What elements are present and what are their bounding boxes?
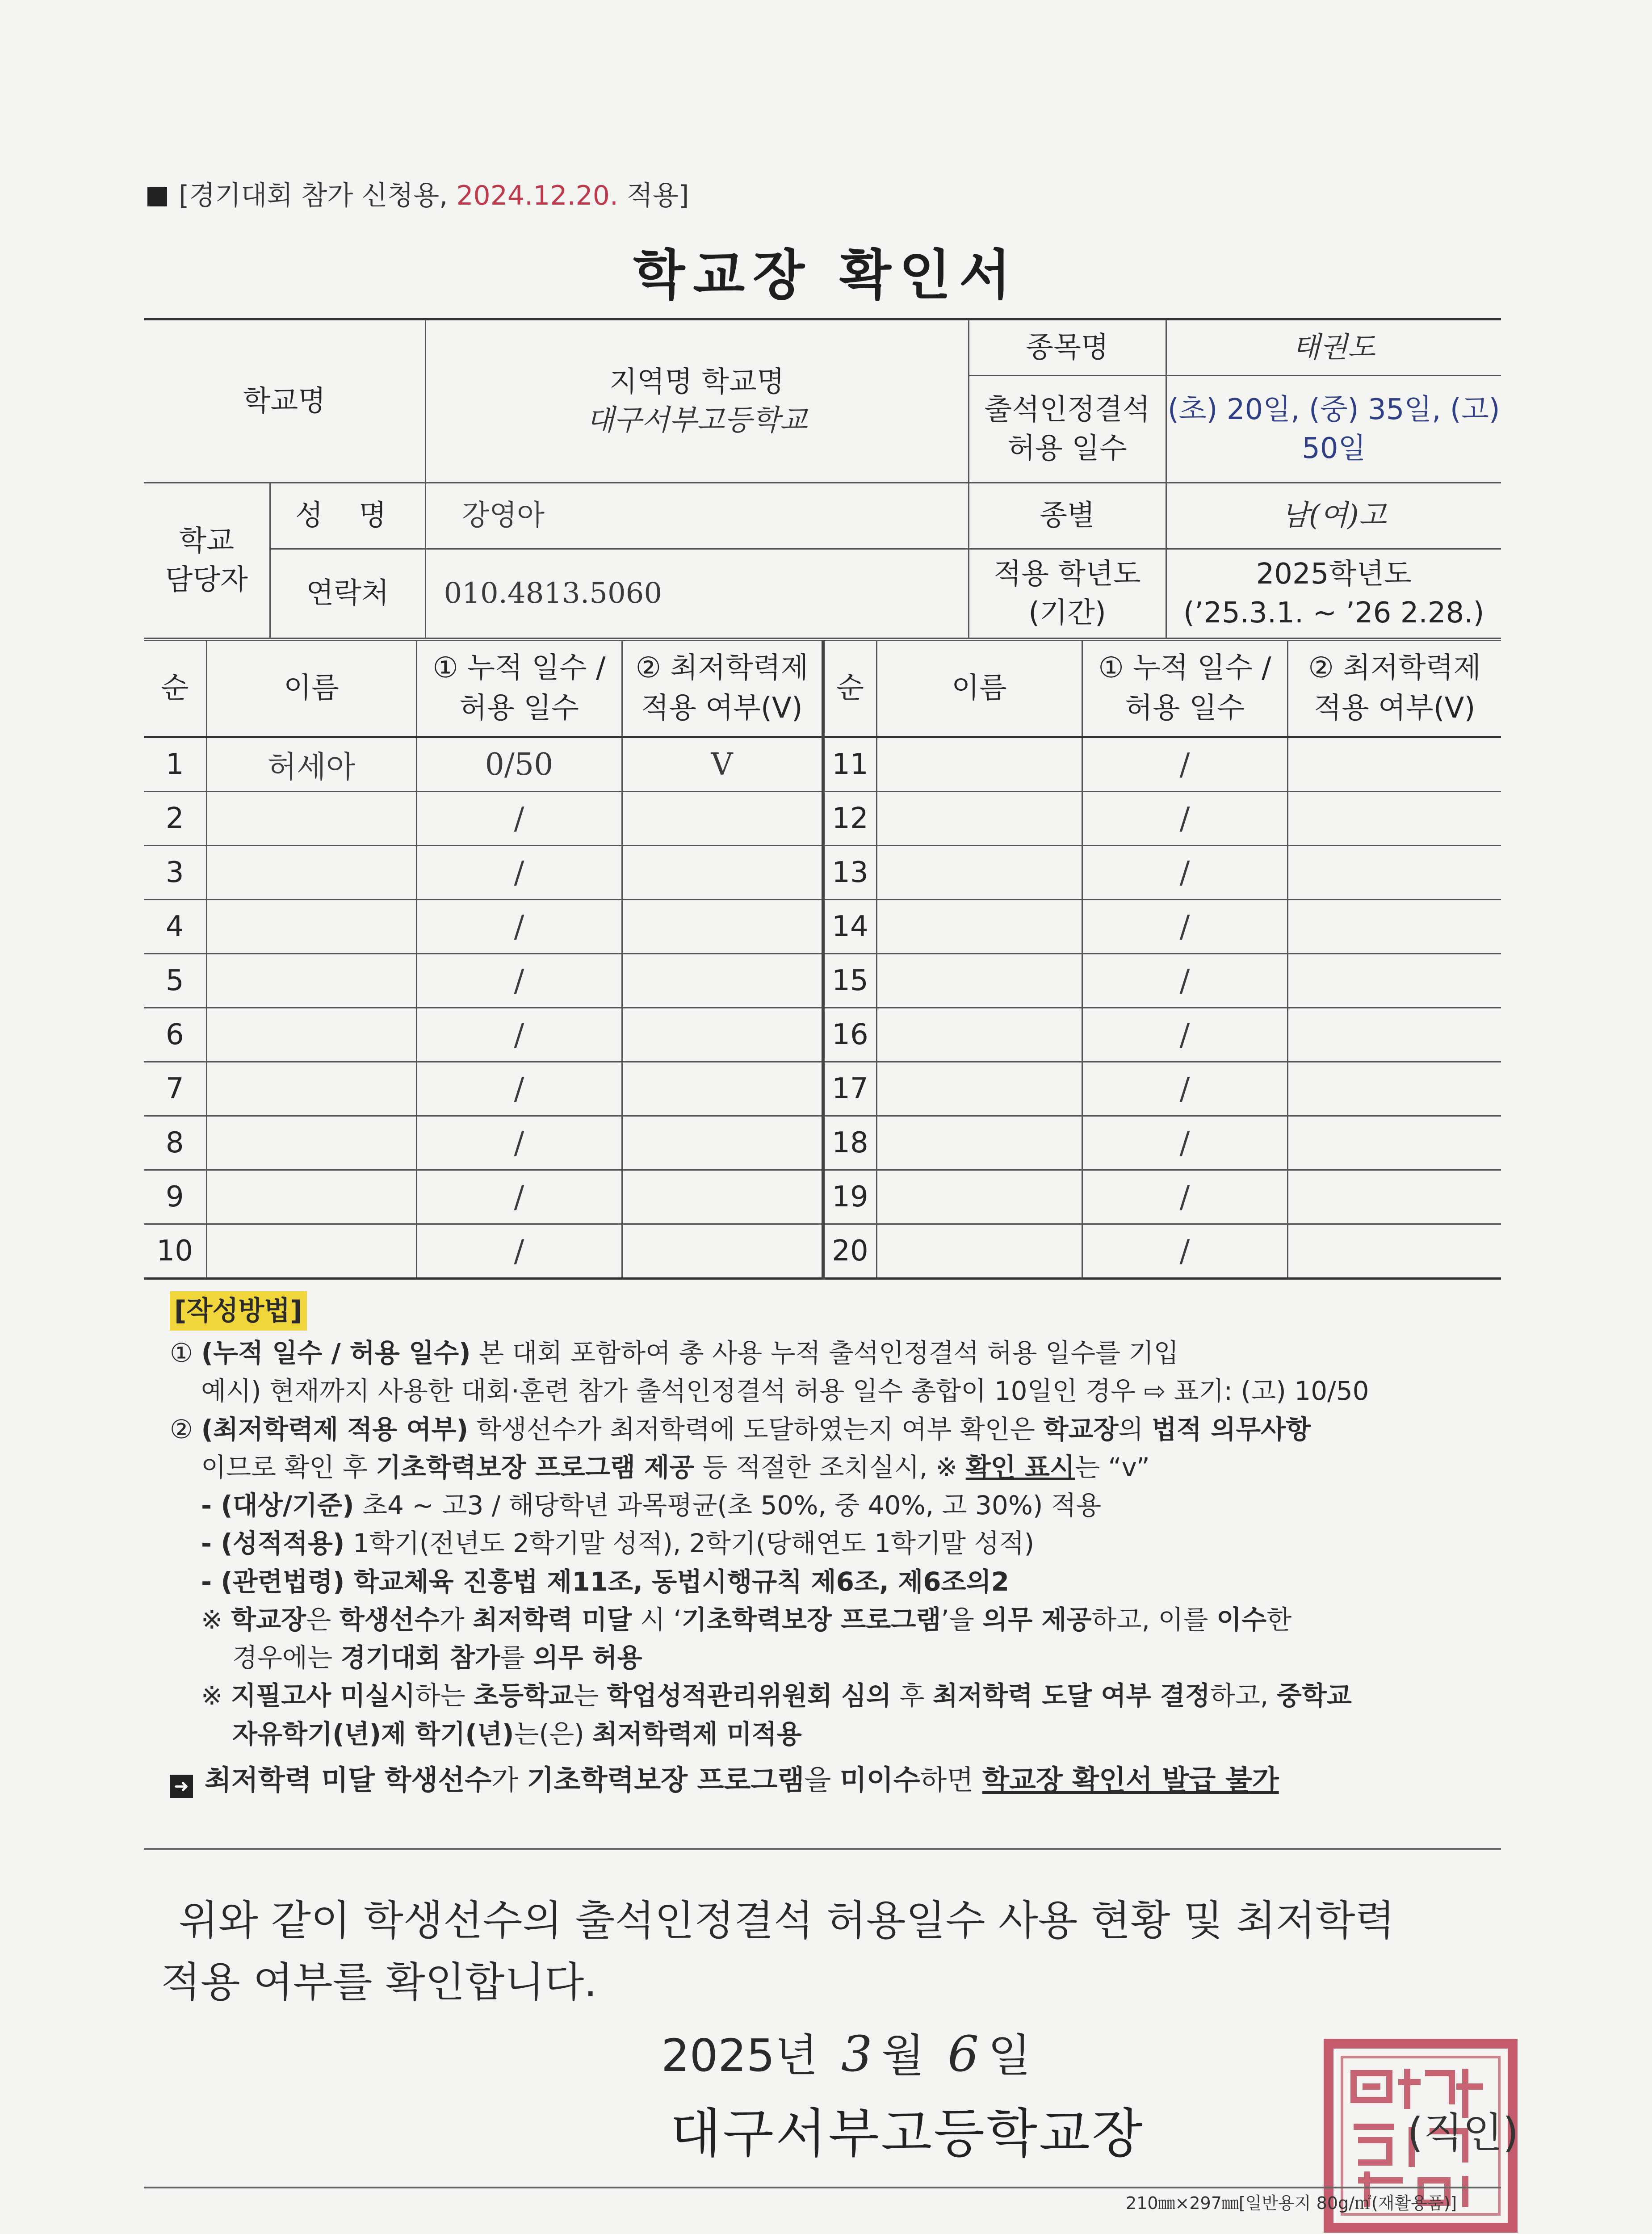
athlete-name: [206, 792, 416, 846]
manager-label: 학교 담당자: [144, 483, 270, 638]
date-day-unit: 일: [988, 2029, 1031, 2082]
writing-instructions: [170, 1291, 1510, 1800]
min-academic-check: V: [622, 737, 823, 792]
row-number: 6: [144, 1008, 206, 1062]
cumulative-days: /: [416, 1170, 622, 1224]
school-name-cell: [425, 319, 969, 483]
cumulative-days: /: [416, 1008, 622, 1062]
row-number: 4: [144, 900, 206, 954]
table-row: [144, 846, 1501, 900]
seal-label: (직인): [1407, 2109, 1519, 2157]
absence-days-value: (초) 20일, (중) 35일, (고) 50일: [1166, 376, 1501, 483]
event-label: 종목명: [969, 319, 1166, 376]
instruction-line: 예시) 현재까지 사용한 대회·훈련 참가 출석인정결석 허용 일수 총합이 10일인 경우 ⇨ 표기: (고) 10/50: [201, 1376, 1369, 1407]
row-number: 12: [823, 792, 876, 846]
table-row: [144, 954, 1501, 1008]
year-label: 적용 학년도 (기간): [969, 549, 1166, 638]
contact-label: 연락처: [270, 549, 425, 638]
cumulative-days: /: [1082, 1116, 1287, 1170]
divider-bottom: [144, 2187, 1501, 2188]
cumulative-days: /: [1082, 1008, 1287, 1062]
athlete-name: [876, 737, 1082, 792]
school-name-label: 학교명: [144, 319, 425, 483]
row-number: 11: [823, 737, 876, 792]
min-academic-check: [1287, 846, 1501, 900]
col-days: ① 누적 일수 / 허용 일수: [416, 641, 622, 737]
instruction-line: - (성적적용) 1학기(전년도 2학기말 성적), 2학기(당해연도 1학기말 성적): [201, 1528, 1035, 1559]
manager-name-label: 성 명: [270, 483, 425, 549]
effective-date: 2024.12.20.: [456, 180, 618, 211]
athlete-name: [876, 900, 1082, 954]
min-academic-check: [1287, 900, 1501, 954]
instruction-line: 이므로 확인 후 기초학력보장 프로그램 제공 등 적절한 조치실시, ※ 확인 표시는 “v”: [201, 1452, 1150, 1482]
table-row: [144, 900, 1501, 954]
table-row: [144, 1008, 1501, 1062]
cumulative-days: /: [1082, 1224, 1287, 1279]
table-row: [144, 737, 1501, 792]
principal-name: 대구서부고등학교장: [670, 2103, 1145, 2164]
instruction-line: - (관련법령) 학교체육 진흥법 제11조, 동법시행규칙 제6조, 제6조의2: [201, 1566, 1009, 1597]
row-number: 7: [144, 1062, 206, 1116]
instruction-line: ① (누적 일수 / 허용 일수) 본 대회 포함하여 총 사용 누적 출석인정결석 허용 일수를 기입: [170, 1338, 1179, 1369]
event-value: 태권도: [1166, 319, 1501, 376]
row-number: 9: [144, 1170, 206, 1224]
row-number: 13: [823, 846, 876, 900]
row-number: 20: [823, 1224, 876, 1279]
row-number: 17: [823, 1062, 876, 1116]
row-number: 8: [144, 1116, 206, 1170]
col-name-right: 이름: [876, 641, 1082, 737]
min-academic-check: [1287, 1116, 1501, 1170]
min-academic-check: [622, 846, 823, 900]
min-academic-check: [1287, 1170, 1501, 1224]
athlete-name: [876, 1008, 1082, 1062]
row-number: 18: [823, 1116, 876, 1170]
athlete-name: [206, 1170, 416, 1224]
athlete-name: [876, 954, 1082, 1008]
cumulative-days: 0/50: [416, 737, 622, 792]
min-academic-check: [1287, 1062, 1501, 1116]
table-row: [144, 1116, 1501, 1170]
min-academic-check: [1287, 954, 1501, 1008]
cumulative-days: /: [416, 954, 622, 1008]
cumulative-days: /: [1082, 1062, 1287, 1116]
athlete-name: 허세아: [206, 737, 416, 792]
athlete-name: [206, 1062, 416, 1116]
bullet-square-icon: [147, 187, 167, 206]
table-row: [144, 792, 1501, 846]
roster-body: [144, 737, 1501, 1279]
col-days-right: ① 누적 일수 / 허용 일수: [1082, 641, 1287, 737]
row-number: 3: [144, 846, 206, 900]
cumulative-days: /: [416, 846, 622, 900]
date-month: 3: [841, 2025, 872, 2083]
cumulative-days: /: [1082, 792, 1287, 846]
instruction-line: - (대상/기준) 초4 ~ 고3 / 해당학년 과목평균(초 50%, 중 40%, 고 30%) 적용: [201, 1490, 1102, 1521]
athlete-name: [876, 1224, 1082, 1279]
cumulative-days: /: [1082, 1170, 1287, 1224]
row-number: 19: [823, 1170, 876, 1224]
min-academic-check: [622, 1116, 823, 1170]
cumulative-days: /: [1082, 737, 1287, 792]
col-name: 이름: [206, 641, 416, 737]
instruction-line: ※ 학교장은 학생선수가 최저학력 미달 시 ‘기초학력보장 프로그램’을 의무 제공하고, 이를 이수한: [201, 1604, 1292, 1635]
athlete-name: [206, 1008, 416, 1062]
instruction-line: ② (최저학력제 적용 여부) 학생선수가 최저학력에 도달하였는지 여부 확인은 학교장의 법적 의무사항: [170, 1414, 1311, 1445]
athlete-name: [206, 954, 416, 1008]
paper-spec: 210㎜×297㎜[일반용지 80g/㎡(재활용품)]: [1126, 2193, 1457, 2213]
min-academic-check: [1287, 1008, 1501, 1062]
period-value: (’25.3.1. ~ ’26 2.28.): [1183, 596, 1484, 630]
date-day: 6: [948, 2025, 979, 2083]
row-number: 16: [823, 1008, 876, 1062]
table-row: [144, 1224, 1501, 1279]
athlete-name: [206, 1116, 416, 1170]
row-number: 15: [823, 954, 876, 1008]
instructions-tag: [작성방법]: [170, 1291, 307, 1331]
min-academic-check: [622, 954, 823, 1008]
cumulative-days: /: [1082, 900, 1287, 954]
athlete-name: [876, 846, 1082, 900]
col-no-right: 순: [823, 641, 876, 737]
min-academic-check: [622, 1224, 823, 1279]
table-row: [144, 1170, 1501, 1224]
min-academic-check: [622, 792, 823, 846]
divider-top: [144, 1848, 1501, 1850]
athlete-name: [206, 1224, 416, 1279]
min-academic-check: [1287, 792, 1501, 846]
athlete-name: [876, 1062, 1082, 1116]
form-usage-note: [경기대회 참가 신청용, 2024.12.20. 적용]: [147, 174, 689, 213]
instruction-line: 자유학기(년)제 학기(년)는(은) 최저학력제 미적용: [232, 1718, 802, 1749]
min-academic-check: [622, 1062, 823, 1116]
col-min-right: ② 최저학력제 적용 여부(V): [1287, 641, 1501, 737]
table-row: [144, 1062, 1501, 1116]
confirmation-statement: [161, 1890, 1519, 2013]
min-academic-check: [622, 900, 823, 954]
min-academic-check: [1287, 737, 1501, 792]
row-number: 2: [144, 792, 206, 846]
cumulative-days: /: [1082, 954, 1287, 1008]
cumulative-days: /: [416, 1062, 622, 1116]
min-academic-check: [622, 1008, 823, 1062]
year-value: 2025학년도: [1256, 558, 1412, 591]
min-academic-check: [1287, 1224, 1501, 1279]
cumulative-days: /: [416, 1116, 622, 1170]
date-year: 2025년: [661, 2029, 818, 2082]
athlete-name: [876, 1116, 1082, 1170]
absence-days-label: 출석인정결석 허용 일수: [969, 376, 1166, 483]
manager-name-value: 강영아: [425, 483, 969, 549]
min-academic-check: [622, 1170, 823, 1224]
row-number: 10: [144, 1224, 206, 1279]
roster-header-row: [144, 641, 1501, 737]
date-month-unit: 월: [881, 2029, 925, 2082]
school-info-table: [144, 318, 1501, 639]
school-name-value: 대구서부고등학교: [586, 404, 808, 437]
issue-date: [661, 2020, 1031, 2084]
instruction-line: ※ 지필고사 미실시하는 초등학교는 학업성적관리위원회 심의 후 최저학력 도달 여부 결정하고, 중학교: [201, 1680, 1352, 1711]
year-cell: [1166, 549, 1501, 638]
cumulative-days: /: [1082, 846, 1287, 900]
athlete-name: [876, 1170, 1082, 1224]
document-title: 학교장 확인서: [633, 244, 1019, 307]
row-number: 1: [144, 737, 206, 792]
row-number: 5: [144, 954, 206, 1008]
confirm-line-2: 적용 여부를 확인합니다.: [161, 1958, 597, 2006]
cumulative-days: /: [416, 1224, 622, 1279]
athlete-name: [206, 846, 416, 900]
cumulative-days: /: [416, 900, 622, 954]
school-name-hint: 지역명 학교명: [609, 365, 784, 399]
confirm-line-1: 위와 같이 학생선수의 출석인정결석 허용일수 사용 현황 및 최저학력: [179, 1897, 1395, 1944]
athlete-name: [876, 792, 1082, 846]
athlete-roster-table: [144, 640, 1501, 1280]
athlete-name: [206, 900, 416, 954]
type-label: 종별: [969, 483, 1166, 549]
instruction-warning: ➜ 최저학력 미달 학생선수가 기초학력보장 프로그램을 미이수하면 학교장 확인서 발급 불가: [170, 1759, 1510, 1800]
type-value: 남(여)고: [1166, 483, 1501, 549]
cumulative-days: /: [416, 792, 622, 846]
contact-value: 010.4813.5060: [425, 549, 969, 638]
col-no: 순: [144, 641, 206, 737]
arrow-right-icon: ➜: [170, 1775, 193, 1798]
row-number: 14: [823, 900, 876, 954]
instruction-line: 경우에는 경기대회 참가를 의무 허용: [232, 1642, 642, 1673]
col-min: ② 최저학력제 적용 여부(V): [622, 641, 823, 737]
